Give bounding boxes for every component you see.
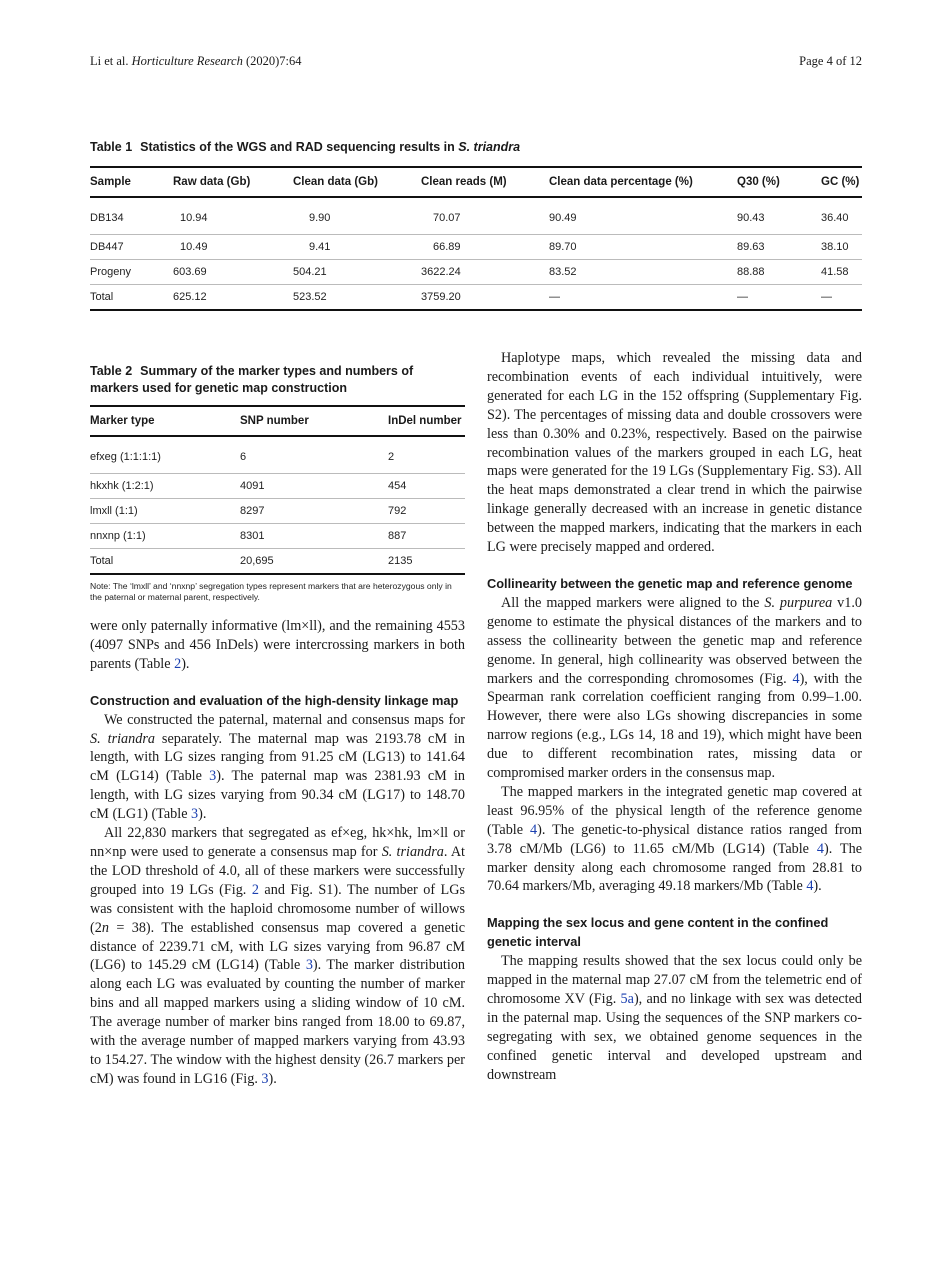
table-row-total [90,285,862,311]
table-cell: 70.07 [421,197,549,235]
paragraph [90,617,465,674]
table-1-col-header: GC (%) [821,167,862,197]
table-cell: 90.49 [549,197,737,235]
text-run: = 38). The established consensus map covered a genetic distance of 2239.71 cM, with LG sizes varying from 96.87 cM (LG6) to 145.29 cM (LG14) (Table [90,919,465,974]
table-cell: 66.89 [421,235,549,260]
table-link[interactable]: 3 [305,957,313,974]
table-2-col-header: InDel number [388,406,465,436]
table-cell: 36.40 [821,197,862,235]
table-cell: efxeg (1:1:1:1) [90,436,240,474]
table-1-title: Statistics of the WGS and RAD sequencing results in [140,140,459,154]
text-run: The mapped markers in the integrated genetic map covered at least 96.95% of the physical length of the reference genome (Table [487,783,862,838]
table-link[interactable]: 2 [174,655,182,672]
table-cell: 9.90 [293,197,421,235]
table-cell: 88.88 [737,260,821,285]
table-2-col-header: SNP number [240,406,388,436]
table-row-total [90,549,465,575]
paragraph: Haplotype maps, which revealed the missing data and recombination events of each individual intuitively, were generated for each LG in the 152 offspring (Supplementary Fig. S2). The percentages of missing data and double crossovers were less than 0.30% and 0.23%, respectively. Based on the pairwise recombination values of the markers grouped in each LG, heat maps were generated for the 19 LGs (Supplementary Fig. S3). All the heat maps demonstrated a clear trend in which the pairwise linkage generally decreased with an increase in genetic distance between the mapped markers, indicating that the markers in each LG were precisely mapped and ordered. [487,350,862,556]
paragraph [487,952,862,1084]
text-run: and Fig. S1). The number of LGs was consistent with the haploid chromosome number of willows (2 [90,881,465,936]
table-row [90,499,465,524]
table-cell: 8297 [240,499,388,524]
table-1-header-row [90,167,862,197]
table-cell: Total [90,549,240,575]
page-number: Page 4 of 12 [799,54,862,68]
table-1-caption [90,140,862,154]
table-cell: 90.43 [737,197,821,235]
section-heading: Collinearity between the genetic map and reference genome [487,575,853,591]
table-cell: 10.94 [173,197,293,235]
text-run: We constructed the paternal, maternal and consensus maps for [104,711,465,728]
text-run: ). The genetic-to-physical distance ratios ranged from 3.78 cM/Mb (LG6) to 11.65 cM/Mb (LG14) (Table [487,821,862,857]
table-link[interactable]: 4 [816,840,824,857]
figure-link[interactable]: 3 [261,1070,269,1087]
text-run: separately. The maternal map was 2193.78 cM in length, with LG sizes ranging from 91.25 cM (LG13) to 141.64 cM (LG14) (Table [90,730,465,785]
table-cell: 20,695 [240,549,388,575]
figure-link[interactable]: 5a [620,991,634,1007]
table-cell: 792 [388,499,465,524]
text-run: ). The marker distribution along each LG was evaluated by counting the number of marker bins and all mapped markers using a sliding window of 10 cM. The average number of marker bins ranged from 18.00 to 69.87, with the average number of mapped markers varying from 43.93 to 154.27. The window with the highest density (26.7 markers per cM) was found in LG16 (Fig. [90,957,466,1087]
table-2-col-header: Marker type [90,406,240,436]
table-cell: 504.21 [293,260,421,285]
figure-link[interactable]: 4 [792,670,800,687]
table-cell: Progeny [90,260,173,285]
paragraph [90,711,465,824]
text-run: ). The marker density along each chromosome ranged from 28.81 to 70.64 markers/Mb, averaging 49.18 markers/Mb (Table [487,840,862,895]
paragraph [90,824,465,1089]
text-run: ). [813,878,822,895]
table-cell: 41.58 [821,260,862,285]
table-2-grid [90,405,465,575]
table-cell: 2135 [388,549,465,575]
table-cell: 9.41 [293,235,421,260]
table-cell: 83.52 [549,260,737,285]
text-run: The mapping results showed that the sex locus could only be mapped in the maternal map 27.07 cM from the telemetric end of chromosome XV (Fig. [487,953,862,1007]
table-cell: 89.63 [737,235,821,260]
table-row [90,260,862,285]
species-name: S. purpurea [764,594,833,611]
table-cell: 2 [388,436,465,474]
table-cell: 10.49 [173,235,293,260]
table-cell: 603.69 [173,260,293,285]
table-cell: lmxll (1:1) [90,499,240,524]
table-2-header-row [90,406,465,436]
text-run: v1.0 genome to estimate the physical distances of the markers and to assess the collinearity between the genetic map and reference genome. In general, high collinearity was observed between the markers and the corresponding chromosomes (Fig. [487,594,862,687]
table-cell: 6 [240,436,388,474]
table-2-label: Table 2 [90,364,133,378]
table-cell: DB134 [90,197,173,235]
table-link[interactable]: 4 [530,821,538,838]
table-cell: — [737,285,821,311]
species-name: S. triandra [381,843,444,860]
table-cell: 454 [388,474,465,499]
text-run: All the mapped markers were aligned to the [501,594,765,611]
table-cell: 523.52 [293,285,421,311]
table-1 [90,140,862,311]
table-link[interactable]: 3 [191,806,199,823]
text-run: ). [181,655,190,672]
text-run: ). The paternal map was 2381.93 cM in length, with LG sizes varying from 90.34 cM (LG17) to 148.70 cM (LG1) (Table [90,768,465,823]
table-cell: nnxnp (1:1) [90,524,240,549]
table-1-col-header: Clean data percentage (%) [549,167,737,197]
running-head-volume: (2020)7:64 [242,54,302,68]
text-run: ). [268,1070,277,1087]
table-cell: — [549,285,737,311]
table-2-title: Summary of the marker types and numbers of markers used for genetic map construction [90,364,414,395]
table-2 [90,363,465,603]
table-cell: DB447 [90,235,173,260]
table-cell: Total [90,285,173,311]
table-cell: 89.70 [549,235,737,260]
figure-link[interactable]: 2 [251,881,259,898]
species-name: S. triandra [90,730,155,747]
table-row [90,524,465,549]
running-head-citation [90,54,302,69]
table-row [90,197,862,235]
table-cell: hkxhk (1:2:1) [90,474,240,499]
left-column [90,617,465,1089]
paragraph [487,783,862,896]
table-cell: 887 [388,524,465,549]
text-run: ). [198,806,207,823]
text-run: . At the LOD threshold of 4.0, all of these markers were successfully grouped into 19 LGs (Fig. [90,843,466,898]
table-1-grid [90,166,862,311]
table-cell: 625.12 [173,285,293,311]
journal-name: Horticulture Research [131,54,243,68]
table-link[interactable]: 3 [209,768,217,785]
table-cell: 3622.24 [421,260,549,285]
paragraph [487,594,862,783]
section-heading: Construction and evaluation of the high-density linkage map [90,692,459,708]
table-1-col-header: Clean data (Gb) [293,167,421,197]
table-row [90,436,465,474]
text-run: All 22,830 markers that segregated as ef×eg, hk×hk, lm×ll or nn×np were used to generate a consensus map for [90,825,465,860]
table-cell: 38.10 [821,235,862,260]
table-2-caption [90,363,465,397]
table-1-col-header: Q30 (%) [737,167,821,197]
table-1-col-header: Clean reads (M) [421,167,549,197]
text-run: were only paternally informative (lm×ll), and the remaining 4553 (4097 SNPs and 456 InDels) were intercrossing markers in both parents (Table [90,618,465,672]
table-link[interactable]: 4 [806,878,814,895]
table-cell: 3759.20 [421,285,549,311]
table-1-species: S. triandra [458,140,521,154]
table-2-note: Note: The ‘lmxll’ and ‘nnxnp’ segregation types represent markers that are heterozygous only in the paternal or maternal parent, respectively. [90,581,452,602]
math-variable: n [101,919,109,936]
table-row [90,474,465,499]
text-run: ), and no linkage with sex was detected in the paternal map. Using the sequences of the SNP markers co-segregating with sex, we obtained genome sequences in the confined genetic interval and developed upstream and downstream [487,991,862,1083]
table-1-col-header: Sample [90,167,173,197]
table-cell: 8301 [240,524,388,549]
table-row [90,235,862,260]
right-column [487,349,862,1085]
table-cell: 4091 [240,474,388,499]
running-head-authors: Li et al. [90,54,132,68]
text-run: ), with the Spearman rank correlation coefficient ranging from 0.99–1.00. However, there were also LGs showing discrepancies in some narrow regions (e.g., LGs 14, 18 and 19), which might have been due to different recombination rates, missing data or compromised marker orders in the consensus map. [487,670,863,782]
table-cell: — [821,285,862,311]
table-1-label: Table 1 [90,140,133,154]
section-heading: Mapping the sex locus and gene content in the confined genetic interval [487,915,829,950]
table-1-col-header: Raw data (Gb) [173,167,293,197]
